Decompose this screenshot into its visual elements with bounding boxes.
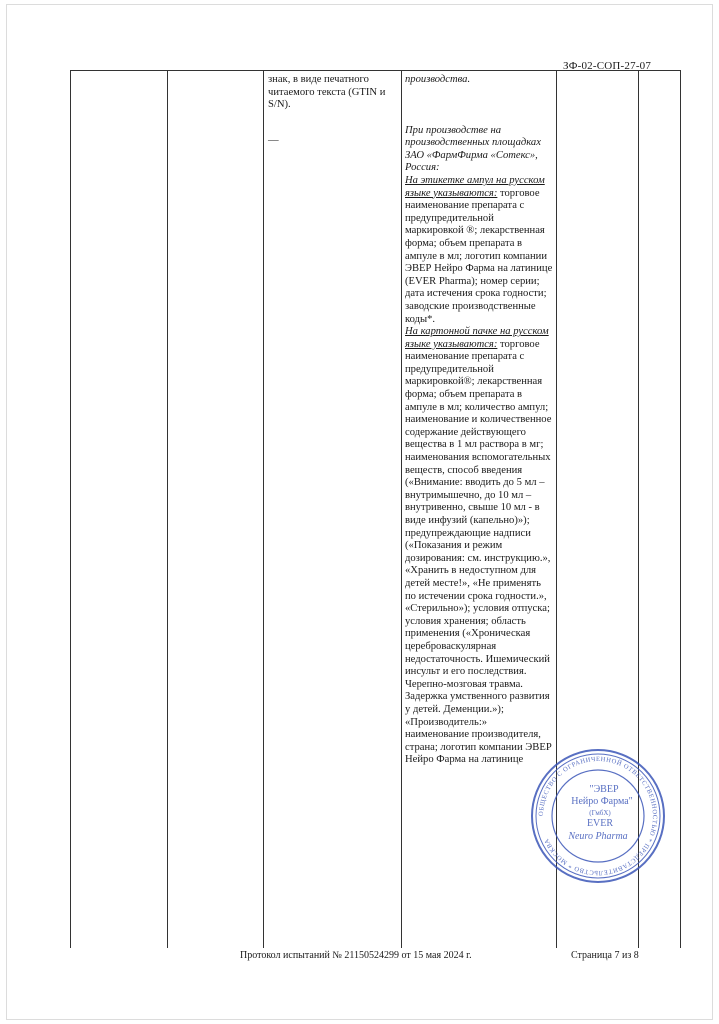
ampoule-heading: На этикетке ампул на русском языке указываются: bbox=[405, 174, 545, 199]
company-seal bbox=[530, 748, 666, 884]
column-4-cell bbox=[405, 74, 553, 767]
table-border-7 bbox=[680, 70, 681, 948]
column-3-cell bbox=[268, 74, 398, 147]
marking-text: знак, в виде печатного читаемого текста (GTIN и S/N). bbox=[268, 74, 386, 111]
page-number: Страница 7 из 8 bbox=[571, 950, 639, 961]
carton-heading: На картонной пачке на русском языке указываются: bbox=[405, 326, 549, 350]
svg-text:Neuro Pharma: Neuro Pharma bbox=[568, 831, 628, 842]
table-top-border bbox=[70, 70, 680, 71]
previous-text-end: производства. bbox=[405, 74, 471, 85]
carton-text: торговое наименование препарата с предупредительной маркировкой®; лекарственная форма; объем препарата в ампуле в мл; количество ампул; наименование и количественное содержание действующего вещества в 1 мл раствора в мг; наименования вспомогательных веществ, способ введения («Внимание: вводить до 5 мл – внутримышечно, до 10 мл – внутривенно, свыше 10 мл - в виде инфузий (капельно)»); предупреждающие надписи («Показания и режим дозирования: см. инструкцию.», «Хранить в недоступном для детей месте!», «Не применять по истечении срока годности.», «Стерильно»); условия отпуска; условия хранения; область применения («Хроническая цереброваскулярная недостаточность. Ишемический инсульт и его последствия. Черепно-мозговая травма. Задержка умственного развития у детей. Деменции.»); «Производитель:» наименование производителя, страна; логотип компании ЭВЕР Нейро Фарма на латинице bbox=[405, 338, 552, 766]
svg-text:Нейро Фарма": Нейро Фарма" bbox=[571, 796, 633, 807]
table-border-3 bbox=[263, 70, 264, 948]
table-border-4 bbox=[401, 70, 402, 948]
protocol-footer: Протокол испытаний № 21150524299 от 15 мая 2024 г. bbox=[240, 950, 472, 961]
site-heading: При производстве на производственных площадках ЗАО «ФармФирма «Сотекс», Россия: bbox=[405, 124, 541, 174]
table-border-1 bbox=[70, 70, 71, 948]
ampoule-text: торговое наименование препарата с предупредительной маркировкой ®; лекарственная форма; объем препарата в ампуле в мл; логотип компании ЭВЕР Нейро Фарма на латинице (EVER Pharma); номер серии; дата истечения срока годности; заводские производственные коды*. bbox=[405, 187, 553, 325]
svg-text:(ГмбХ): (ГмбХ) bbox=[589, 809, 611, 817]
svg-text:EVER: EVER bbox=[586, 818, 614, 829]
table-border-2 bbox=[167, 70, 168, 948]
svg-text:"ЭВЕР: "ЭВЕР bbox=[589, 784, 619, 795]
svg-text:ОБЩЕСТВО С ОГРАНИЧЕННОЙ ОТВЕТС: ОБЩЕСТВО С ОГРАНИЧЕННОЙ ОТВЕТСТВЕННОСТЬЮ * ПРЕДСТАВИТЕЛЬСТВО * МОСКВА bbox=[537, 755, 659, 877]
document-code: ЗФ-02-СОП-27-07 bbox=[563, 60, 652, 72]
dash-mark: — bbox=[268, 134, 279, 146]
